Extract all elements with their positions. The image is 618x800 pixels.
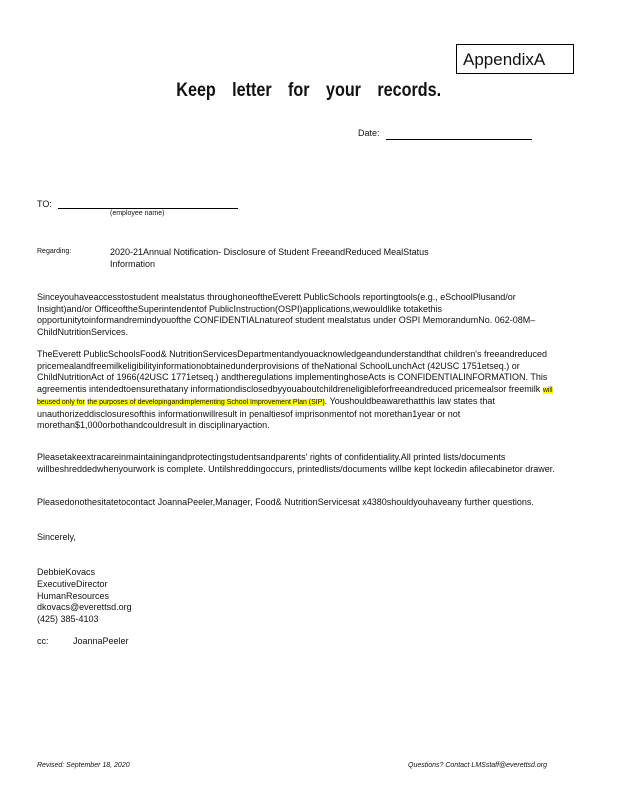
paragraph-contact: Pleasedonothesitatetocontact JoannaPeeler,Manager, Food& NutritionServicesat x4380shouldyouhaveany further questions. (37, 497, 534, 507)
signature-name: DebbieKovacs (37, 567, 96, 577)
letter-title: Keep letter for your records. (176, 80, 442, 101)
signature-department: HumanResources (37, 591, 110, 601)
paragraph-access: Sinceyouhaveaccesstostudent mealstatus throughoneoftheEverett PublicSchools reportingtools(e.g., eSchoolPlusand/or Insight)and/or OfficeoftheSuperintendentof PublicInstruction(OSPI)applications,wewouldlike totakethis opportunitytoinformandremindyouofthe CONFIDENTIALnatureof student mealstatus under OSPI MemorandumNo. 062-08M– ChildNutritionServices. (37, 292, 536, 337)
paragraph-confidentiality-end: . Youshouldbeawarethatthis law states that unauthorizeddisclosuresofthis informationwillresult in penaltiesof imprisonmentof not morethan1year or not morethan$1,000orbothandcouldresult in disciplinaryaction. (37, 396, 495, 430)
date-label: Date: (358, 128, 380, 138)
highlight-use-b: the purposes of developingandimplementing School Improvement Plan (SIP) (87, 399, 325, 406)
footer-revised: Revised: September 18, 2020 (37, 762, 130, 769)
cc-label: cc: (37, 636, 49, 646)
to-label: TO: (37, 199, 52, 209)
signature-title: ExecutiveDirector (37, 579, 108, 589)
highlight-use-a: will beused only for (37, 386, 553, 406)
cc-name: JoannaPeeler (73, 636, 129, 646)
paragraph-shredding: Pleasetakeextracareinmaintainingandprotectingstudentsandparents' rights of confidentiality.All printed lists/documents willbeshreddedwhenyourwork is complete. Untilshreddingoccurs, printedlists/documents willbe kept lockedin afilecabinetor drawer. (37, 452, 555, 474)
signature-phone: (425) 385-4103 (37, 614, 99, 624)
paragraph-confidentiality (37, 349, 555, 432)
footer-questions: Questions? Contact LMSstaff@everettsd.org (408, 762, 548, 769)
regarding-text: 2020-21Annual Notification- Disclosure of Student FreeandReduced MealStatus Information (110, 247, 429, 269)
closing: Sincerely, (37, 532, 76, 542)
appendix-label: AppendixA (456, 44, 574, 74)
regarding-label: Regarding: (37, 248, 72, 255)
signature-email: dkovacs@everettsd.org (37, 602, 132, 612)
paragraph-confidentiality-start: TheEverett PublicSchoolsFood& NutritionServicesDepartmentandyouacknowledgeandunderstandthat children's freeandreduced pricemealandfreemilkeligibilityinformationobtainedunderprovisions of theNational SchoolLunchAct (42USC 1751etseq.) or ChildNutritionAct of 1966(42USC 1771etseq.) andtheregulations implementinghoseActs is CONFIDENTIALINFORMATION. This agreementis intendedtoensurethatany informationdisclosedbyyouaboutchildreneligibleforfreeandreduced pricemealsor freemilk (37, 349, 548, 394)
employee-name-line (58, 208, 238, 209)
date-field-line (386, 139, 532, 140)
employee-name-caption: (employee name) (110, 210, 165, 217)
